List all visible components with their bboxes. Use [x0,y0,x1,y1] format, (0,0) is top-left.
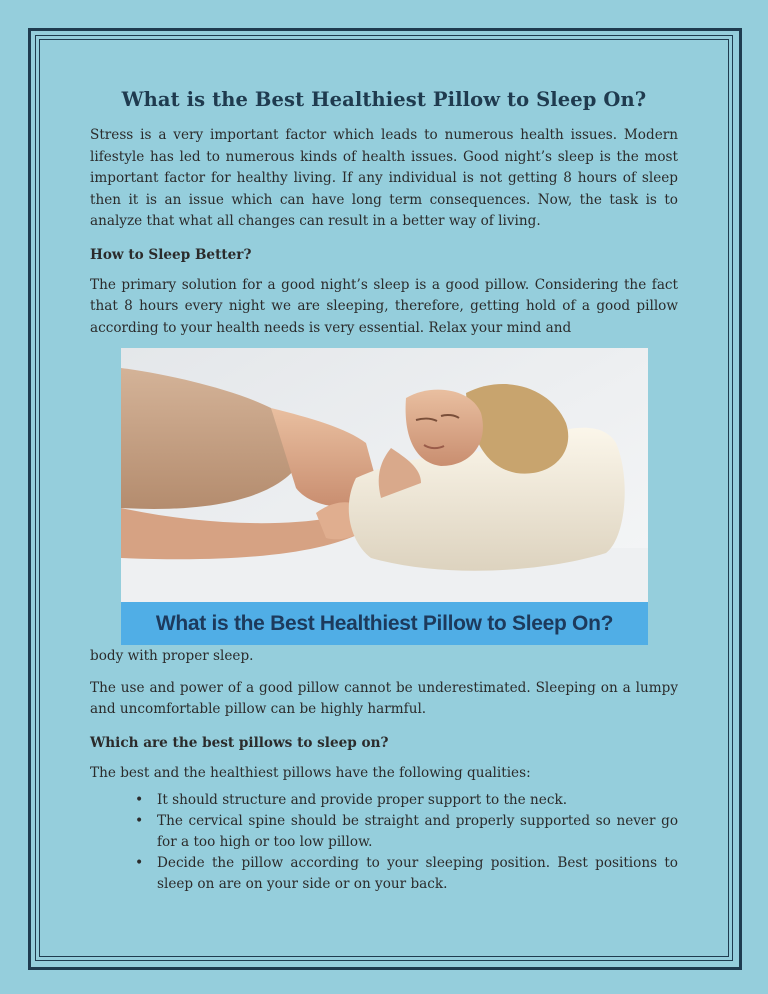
qualities-lead: The best and the healthiest pillows have the following qualities: [90,764,531,781]
sleep-better-paragraph: The primary solution for a good night’s sleep is a good pillow. Considering the fact that 8 hours every night we are sleeping, therefore, getting hold of a good pillow according to your health needs is very essential. Relax your mind and [90,276,678,336]
pillow-photo [121,348,648,645]
section-heading-sleep-better: How to Sleep Better? [90,246,252,263]
qualities-list [90,790,678,895]
woman-sleeping-on-pillow-image [121,348,648,645]
intro-paragraph: Stress is a very important factor which leads to numerous health issues. Modern lifestyle has led to numerous kinds of health issues. Good night’s sleep is the most important factor for healthy living. If any individual is not getting 8 hours of sleep then it is an issue which can have long term consequences. Now, the task is to analyze that what all changes can result in a better way of living. [90,127,678,229]
document-body [90,88,678,339]
pillow-power-paragraph: The use and power of a good pillow cannot be underestimated. Sleeping on a lumpy and uncomfortable pillow can be highly harmful. [90,679,678,717]
list-item: • The cervical spine should be straight and properly supported so never go for a too high or too low pillow. [157,811,678,853]
document-title: What is the Best Healthiest Pillow to Sleep On? [121,88,647,111]
image-banner-caption: What is the Best Healthiest Pillow to Sleep On? [121,602,648,645]
list-item: • It should structure and provide proper support to the neck. [157,790,678,811]
list-item: • Decide the pillow according to your sleeping position. Best positions to sleep on are on your side or on your back. [157,853,678,895]
document-body-continued [90,646,678,895]
section-heading-best-pillows: Which are the best pillows to sleep on? [90,734,389,751]
sleep-better-paragraph-end: body with proper sleep. [90,648,254,664]
